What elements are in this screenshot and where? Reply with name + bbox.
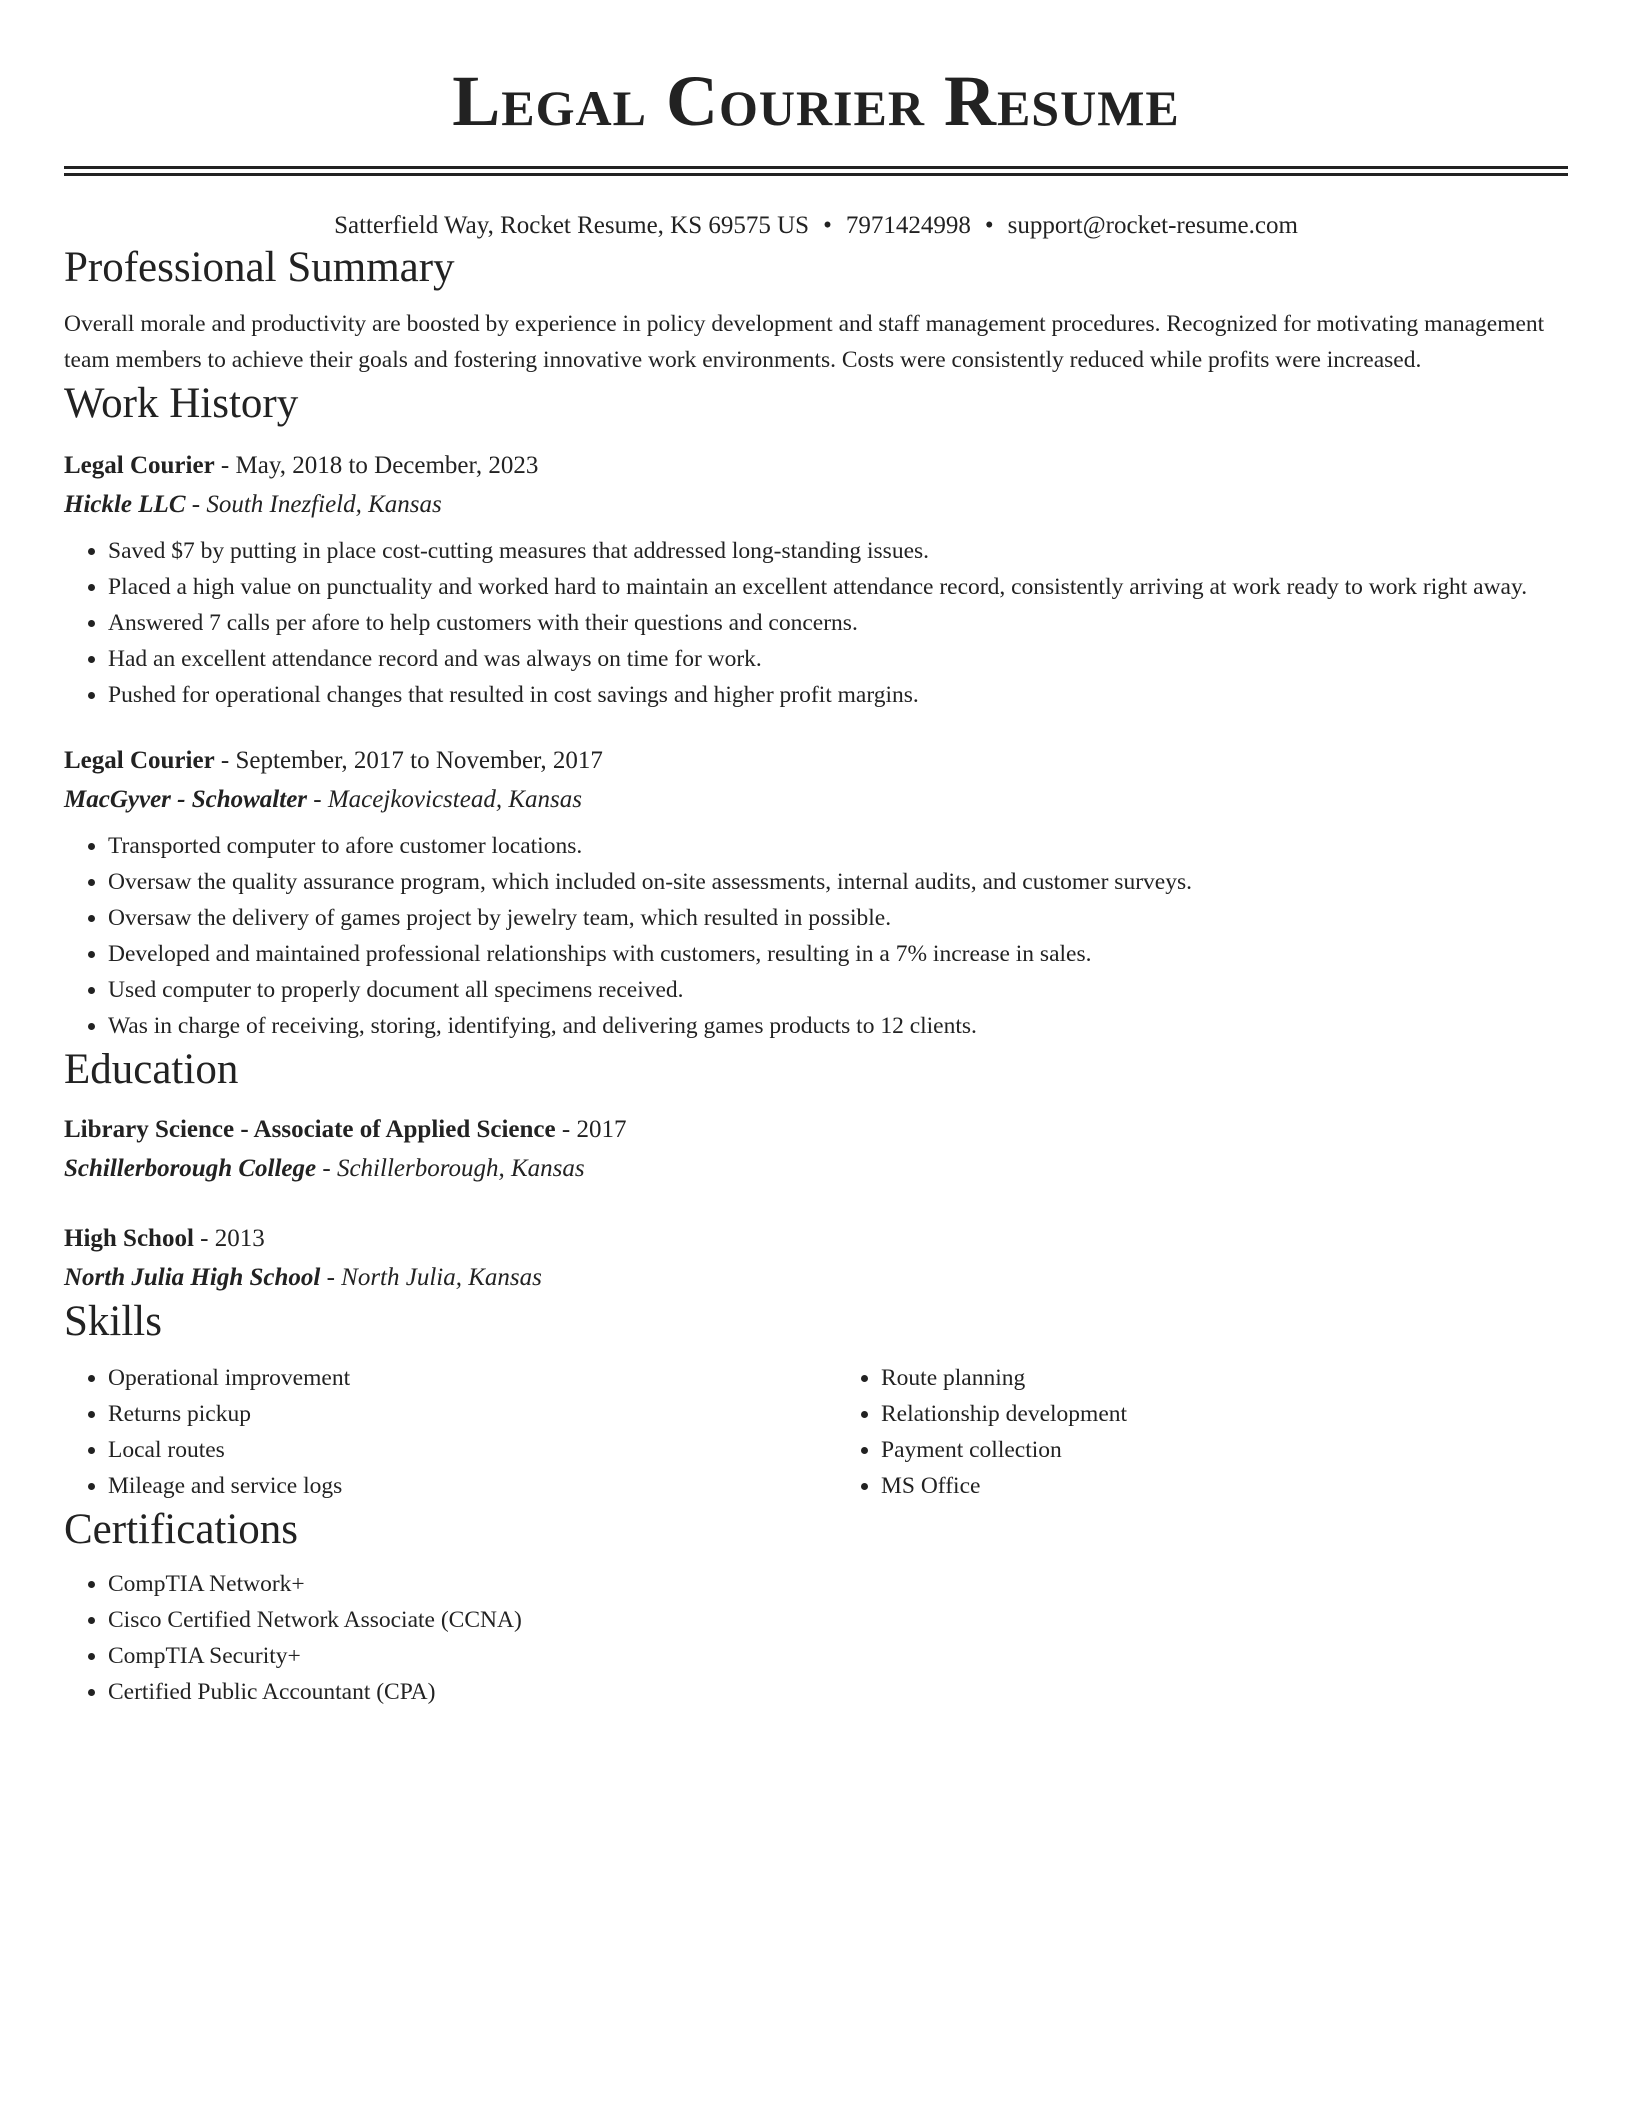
education-location: - North Julia, Kansas <box>320 1264 542 1291</box>
certification-item: • CompTIA Network+ <box>108 1566 1568 1602</box>
job-bullet: • Was in charge of receiving, storing, identifying, and delivering games products to 12 clients. <box>108 1008 1568 1044</box>
job-bullet: • Oversaw the delivery of games project by jewelry team, which resulted in possible. <box>108 900 1568 936</box>
job-company-line <box>64 487 1568 523</box>
skills-list-left <box>64 1360 795 1504</box>
skill-item: • Relationship development <box>881 1396 1568 1432</box>
resume-page <box>64 0 1568 1710</box>
certification-item: • CompTIA Security+ <box>108 1638 1568 1674</box>
skill-item: • Returns pickup <box>108 1396 795 1432</box>
skills-heading: Skills <box>64 1298 162 1345</box>
summary-text: Overall morale and productivity are boosted by experience in policy development and staff management procedures. Recognized for motivating management team members to achieve their goals and fostering innovative work environments. Costs were consistently reduced while profits were increased. <box>64 311 1545 373</box>
job-location: - South Inezfield, Kansas <box>185 491 442 518</box>
education-entry <box>64 1221 1568 1296</box>
skills-columns <box>64 1360 1568 1504</box>
job-bullet: • Developed and maintained professional relationships with customers, resulting in a 7% increase in sales. <box>108 936 1568 972</box>
education-school-line <box>64 1151 1568 1187</box>
education-school: Schillerborough College <box>64 1155 317 1182</box>
job-dates: - May, 2018 to December, 2023 <box>214 452 539 479</box>
education-location: - Schillerborough, Kansas <box>316 1155 585 1182</box>
job-bullets <box>64 533 1568 713</box>
job-location: - Macejkovicstead, Kansas <box>307 786 582 813</box>
skill-item: • MS Office <box>881 1468 1568 1504</box>
education-school: North Julia High School <box>64 1264 321 1291</box>
education-degree-line <box>64 1112 1568 1148</box>
education-year: - 2017 <box>555 1116 627 1143</box>
job-bullet: • Had an excellent attendance record and was always on time for work. <box>108 641 1568 677</box>
job-company: Hickle LLC <box>64 491 186 518</box>
education-entry <box>64 1112 1568 1187</box>
job-bullet: • Pushed for operational changes that resulted in cost savings and higher profit margins. <box>108 677 1568 713</box>
skill-item: • Mileage and service logs <box>108 1468 795 1504</box>
contact-phone: 7971424998 <box>845 212 971 239</box>
summary-heading: Professional Summary <box>64 244 455 291</box>
job-company-line <box>64 782 1568 818</box>
contact-separator: • <box>823 212 832 239</box>
skill-item: • Route planning <box>881 1360 1568 1396</box>
job-company: MacGyver - Schowalter <box>64 786 308 813</box>
education-degree-line <box>64 1221 1568 1257</box>
education-degree: Library Science - Associate of Applied Science <box>64 1116 556 1143</box>
contact-line <box>64 210 1568 242</box>
education-year: - 2013 <box>193 1225 265 1252</box>
contact-address: Satterfield Way, Rocket Resume, KS 69575 US <box>334 212 810 239</box>
skill-item: • Local routes <box>108 1432 795 1468</box>
job-bullet: • Oversaw the quality assurance program, which included on-site assessments, internal audits, and customer surveys. <box>108 864 1568 900</box>
job-title: Legal Courier <box>64 747 215 774</box>
certification-item: • Cisco Certified Network Associate (CCNA) <box>108 1602 1568 1638</box>
certifications-list <box>64 1566 1568 1710</box>
contact-email: support@rocket-resume.com <box>1007 212 1298 239</box>
resume-title: Legal Courier Resume <box>452 61 1180 141</box>
contact-separator: • <box>984 212 994 239</box>
job-title-line <box>64 448 1568 484</box>
certification-item: • Certified Public Accountant (CPA) <box>108 1674 1568 1710</box>
job-bullet: • Placed a high value on punctuality and worked hard to maintain an excellent attendance record, consistently arriving at work ready to work right away. <box>108 569 1568 605</box>
title-divider <box>64 166 1568 176</box>
job-bullet: • Answered 7 calls per afore to help customers with their questions and concerns. <box>108 605 1568 641</box>
job-entry <box>64 743 1568 1044</box>
education-heading: Education <box>64 1046 239 1093</box>
job-bullet: • Transported computer to afore customer locations. <box>108 828 1568 864</box>
job-dates: - September, 2017 to November, 2017 <box>214 747 603 774</box>
job-title: Legal Courier <box>64 452 215 479</box>
education-school-line <box>64 1260 1568 1296</box>
skill-item: • Operational improvement <box>108 1360 795 1396</box>
job-entry <box>64 448 1568 713</box>
skills-list-right <box>837 1360 1568 1504</box>
skill-item: • Payment collection <box>881 1432 1568 1468</box>
education-degree: High School <box>64 1225 194 1252</box>
job-bullets <box>64 828 1568 1044</box>
work-history-heading: Work History <box>64 380 299 427</box>
certifications-heading: Certifications <box>64 1506 299 1553</box>
job-title-line <box>64 743 1568 779</box>
job-bullet: • Saved $7 by putting in place cost-cutting measures that addressed long-standing issues. <box>108 533 1568 569</box>
job-bullet: • Used computer to properly document all specimens received. <box>108 972 1568 1008</box>
